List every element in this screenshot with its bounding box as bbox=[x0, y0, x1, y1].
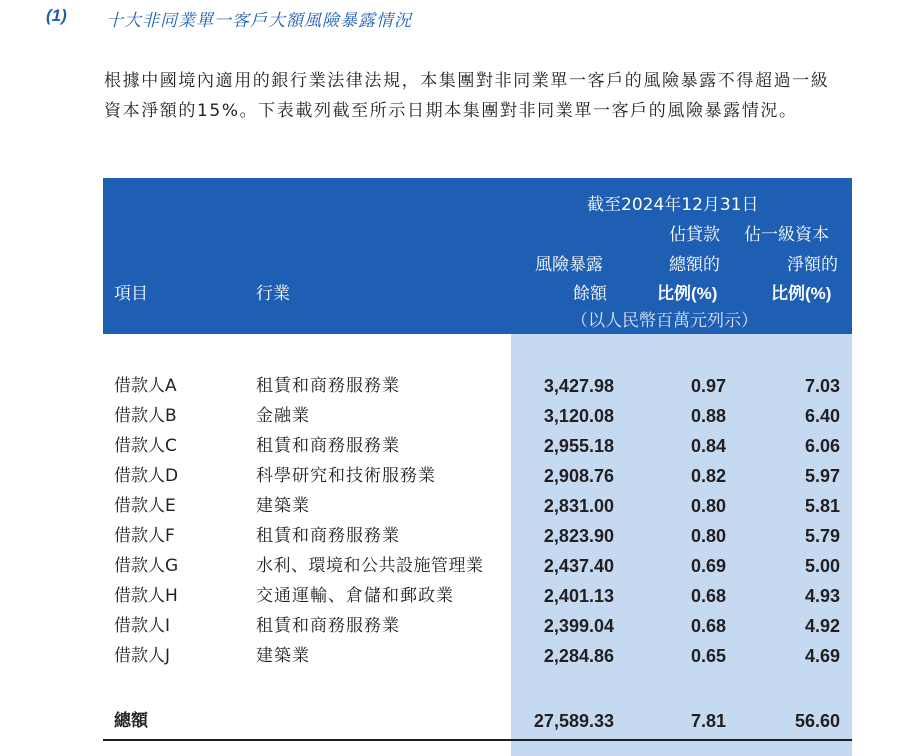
header-tier1-line3: 比例(%) bbox=[771, 284, 832, 303]
row-industry: 水利、環境和公共設施管理業 bbox=[256, 556, 484, 576]
row-pct-loans: 0.80 bbox=[690, 496, 726, 516]
table-header bbox=[103, 178, 852, 334]
row-pct-tier1: 6.06 bbox=[804, 436, 840, 456]
table-row bbox=[103, 401, 852, 431]
row-item: 借款人F bbox=[114, 526, 175, 546]
total-exposure: 27,589.33 bbox=[533, 711, 614, 731]
header-exposure-line1: 風險暴露 bbox=[535, 255, 603, 275]
row-pct-tier1: 7.03 bbox=[804, 376, 840, 396]
row-pct-tier1: 5.97 bbox=[804, 466, 840, 486]
table-row bbox=[103, 371, 852, 401]
row-pct-loans: 0.68 bbox=[690, 586, 726, 606]
row-exposure: 3,427.98 bbox=[543, 376, 614, 396]
row-industry: 科學研究和技術服務業 bbox=[256, 466, 436, 486]
row-pct-loans: 0.84 bbox=[690, 436, 726, 456]
row-exposure: 3,120.08 bbox=[543, 406, 614, 426]
row-pct-loans: 0.68 bbox=[690, 616, 726, 636]
row-exposure: 2,284.86 bbox=[543, 646, 614, 666]
section-heading bbox=[46, 6, 886, 36]
header-exposure-line2: 餘額 bbox=[573, 284, 607, 304]
row-industry: 交通運輸、倉儲和郵政業 bbox=[256, 586, 454, 606]
row-pct-loans: 0.80 bbox=[690, 526, 726, 546]
section-number: (1) bbox=[46, 6, 67, 25]
table-row bbox=[103, 641, 852, 671]
row-pct-loans: 0.97 bbox=[690, 376, 726, 396]
row-item: 借款人C bbox=[114, 436, 177, 456]
table-row bbox=[103, 551, 852, 581]
section-title: 十大非同業單一客戶大額風險暴露情況 bbox=[106, 11, 412, 31]
row-pct-loans: 0.82 bbox=[690, 466, 726, 486]
header-unit: （以人民幣百萬元列示） bbox=[571, 311, 758, 331]
header-date: 截至2024年12月31日 bbox=[587, 195, 759, 215]
row-pct-tier1: 6.40 bbox=[804, 406, 840, 426]
row-item: 借款人H bbox=[114, 586, 178, 606]
table-row bbox=[103, 491, 852, 521]
row-exposure: 2,437.40 bbox=[543, 556, 614, 576]
row-industry: 租賃和商務服務業 bbox=[256, 436, 400, 456]
header-industry: 行業 bbox=[256, 284, 290, 304]
row-item: 借款人D bbox=[114, 466, 179, 486]
row-pct-tier1: 5.00 bbox=[804, 556, 840, 576]
row-pct-tier1: 4.69 bbox=[804, 646, 840, 666]
row-pct-loans: 0.88 bbox=[690, 406, 726, 426]
header-tier1-line2: 淨額的 bbox=[787, 255, 838, 275]
intro-paragraph: 根據中國境內適用的銀行業法律法規，本集團對非同業單一客戶的風險暴露不得超過一級資本淨額的15%。下表載列截至所示日期本集團對非同業單一客戶的風險暴露情況。 bbox=[104, 71, 830, 121]
row-industry: 租賃和商務服務業 bbox=[256, 616, 400, 636]
header-loans-line3: 比例(%) bbox=[657, 284, 718, 303]
total-pct-tier1: 56.60 bbox=[794, 711, 840, 731]
row-pct-tier1: 4.92 bbox=[804, 616, 840, 636]
total-pct-loans: 7.81 bbox=[690, 711, 726, 731]
header-loans-line2: 總額的 bbox=[669, 255, 720, 275]
header-tier1-line1: 佔一級資本 bbox=[744, 225, 829, 245]
row-exposure: 2,955.18 bbox=[543, 436, 614, 456]
table-row bbox=[103, 581, 852, 611]
table-row bbox=[103, 611, 852, 641]
row-pct-loans: 0.69 bbox=[690, 556, 726, 576]
row-exposure: 2,831.00 bbox=[543, 496, 614, 516]
row-item: 借款人I bbox=[114, 616, 171, 636]
row-exposure: 2,908.76 bbox=[543, 466, 614, 486]
row-industry: 金融業 bbox=[256, 406, 310, 426]
table-total-row bbox=[103, 706, 852, 736]
header-loans-line1: 佔貸款 bbox=[669, 225, 720, 245]
total-label: 總額 bbox=[114, 711, 148, 731]
row-pct-loans: 0.65 bbox=[690, 646, 726, 666]
table-row bbox=[103, 431, 852, 461]
row-industry: 建築業 bbox=[256, 646, 310, 666]
row-item: 借款人B bbox=[114, 406, 177, 426]
row-industry: 租賃和商務服務業 bbox=[256, 526, 400, 546]
row-pct-tier1: 4.93 bbox=[804, 586, 840, 606]
row-item: 借款人J bbox=[114, 646, 171, 666]
total-underline bbox=[103, 739, 852, 741]
row-exposure: 2,401.13 bbox=[543, 586, 614, 606]
row-pct-tier1: 5.79 bbox=[804, 526, 840, 546]
row-industry: 租賃和商務服務業 bbox=[256, 376, 400, 396]
row-item: 借款人G bbox=[114, 556, 179, 576]
table-row bbox=[103, 521, 852, 551]
row-exposure: 2,823.90 bbox=[543, 526, 614, 546]
row-item: 借款人A bbox=[114, 376, 177, 396]
exposure-table bbox=[103, 178, 852, 756]
header-item: 項目 bbox=[114, 284, 148, 304]
row-pct-tier1: 5.81 bbox=[804, 496, 840, 516]
row-item: 借款人E bbox=[114, 496, 176, 516]
table-row bbox=[103, 461, 852, 491]
row-industry: 建築業 bbox=[256, 496, 310, 516]
row-exposure: 2,399.04 bbox=[543, 616, 614, 636]
